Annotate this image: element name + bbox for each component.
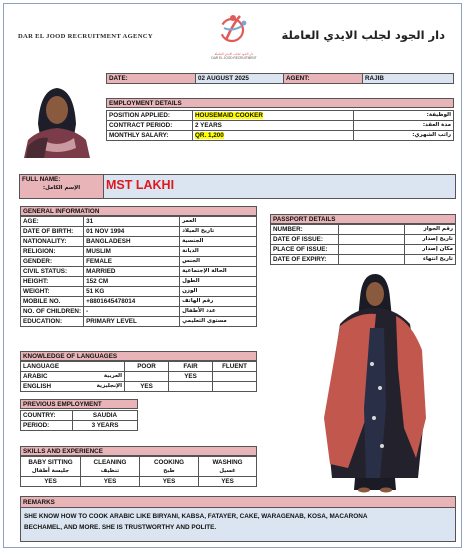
children-label-ar: عدد الأطفال: [180, 307, 257, 317]
date-value: 02 AUGUST 2025: [196, 74, 284, 84]
lang-header-fluent: FLUENT: [213, 362, 257, 372]
contract-label-ar: مدة العقد:: [354, 121, 454, 131]
agency-name-en: DAR EL JOOD RECRUITMENT AGENCY: [18, 33, 153, 40]
civil-status-value: MARRIED: [84, 267, 180, 277]
passport-section-title: PASSPORT DETAILS: [270, 214, 456, 224]
languages-section-title: KNOWLEDGE OF LANGUAGES: [20, 351, 257, 361]
dob-label: DATE OF BIRTH:: [21, 227, 84, 237]
contract-value: 2 YEARS: [193, 121, 354, 131]
agency-name-ar: دار الجود لجلب الايدي العاملة: [281, 28, 445, 42]
lang-header-language: LANGUAGE: [21, 362, 125, 372]
lang-arabic-name: ARABIC: [23, 373, 48, 380]
lang-arabic-fair: YES: [169, 372, 213, 382]
civil-status-label-ar: الحالة الإجتماعية: [180, 267, 257, 277]
skill-cooking-label: COOKING: [153, 458, 185, 466]
remarks-line-1: SHE KNOW HOW TO COOK ARABIC LIKE BIRYANI, KABSA, FATAYER, CAKE, WARAGENAB, KOSA, MACARONA: [24, 513, 368, 520]
general-table: [20, 216, 257, 327]
salary-label-ar: راتب الشهري:: [354, 131, 454, 141]
dob-label-ar: تاريخ الميلاد: [180, 227, 257, 237]
position-value: HOUSEMAID COOKER: [195, 112, 263, 119]
lang-english-fair: [169, 382, 213, 392]
skill-babysitting-value: YES: [21, 477, 81, 487]
skill-washing-value: YES: [199, 477, 257, 487]
education-value: PRIMARY LEVEL: [84, 317, 180, 327]
previous-table: [20, 410, 138, 431]
prev-country-value: SAUDIA: [73, 411, 138, 421]
skill-cleaning-label-ar: تنظيف: [100, 467, 120, 474]
age-label: AGE:: [21, 217, 84, 227]
expiry-date-label: DATE OF EXPIRY:: [271, 255, 339, 265]
date-agent-table: [106, 73, 454, 84]
skill-washing-label: WASHING: [212, 458, 243, 466]
mobile-label: MOBILE NO.: [21, 297, 84, 307]
issue-date-label-ar: تاريخ إصدار: [405, 235, 456, 245]
skill-cleaning-label: CLEANING: [93, 458, 127, 466]
full-body-photo: [300, 268, 450, 494]
agent-value: RAJIB: [363, 74, 454, 84]
height-label-ar: الطول: [180, 277, 257, 287]
prev-country-label: COUNTRY:: [21, 411, 73, 421]
passport-number-label-ar: رقم الجواز: [405, 225, 456, 235]
passport-number-label: NUMBER:: [271, 225, 339, 235]
lang-english-name: ENGLISH: [23, 383, 51, 390]
lang-header-poor: POOR: [125, 362, 169, 372]
logo-caption-ar: دار الجود لجلب الايدي العاملة: [214, 52, 254, 56]
children-label: NO. OF CHILDREN:: [21, 307, 84, 317]
headshot-photo: [18, 78, 96, 158]
skill-babysitting-label-ar: جليسة أطفال: [31, 467, 70, 474]
lang-english-name-ar: الإنجليزية: [96, 383, 122, 389]
skill-babysitting-label: BABY SITTING: [28, 458, 73, 466]
religion-label-ar: الديانة: [180, 247, 257, 257]
logo-caption-en: DAR EL JOOD RECRUITMENT: [211, 56, 257, 60]
gender-label-ar: الجنس: [180, 257, 257, 267]
issue-date-label: DATE OF ISSUE:: [271, 235, 339, 245]
fullname-label: FULL NAME:: [22, 176, 61, 183]
prev-period-value: 3 YEARS: [73, 421, 138, 431]
skill-cooking-value: YES: [140, 477, 199, 487]
issue-place-label-ar: مكان إصدار: [405, 245, 456, 255]
religion-label: RELIGION:: [21, 247, 84, 257]
fullname-table: [19, 174, 456, 199]
position-label-ar: الوظيفة:: [354, 111, 454, 121]
issue-date-value: [339, 235, 405, 245]
lang-arabic-name-ar: العربية: [103, 373, 122, 379]
lang-arabic-poor: [125, 372, 169, 382]
prev-period-label: PERIOD:: [21, 421, 73, 431]
fullname-label-ar: الإسم الكامل:: [42, 185, 81, 191]
lang-header-fair: FAIR: [169, 362, 213, 372]
height-value: 152 CM: [84, 277, 180, 287]
civil-status-label: CIVIL STATUS:: [21, 267, 84, 277]
nationality-value: BANGLADESH: [84, 237, 180, 247]
issue-place-label: PLACE OF ISSUE:: [271, 245, 339, 255]
weight-label-ar: الوزن: [180, 287, 257, 297]
agent-label: AGENT:: [284, 74, 363, 84]
weight-value: 51 KG: [84, 287, 180, 297]
date-label: DATE:: [107, 74, 196, 84]
weight-label: WEIGHT:: [21, 287, 84, 297]
logo-caption: [200, 52, 268, 60]
gender-label: GENDER:: [21, 257, 84, 267]
languages-table: [20, 361, 257, 392]
skill-cooking-label-ar: طبخ: [163, 467, 175, 474]
skill-washing-label-ar: غسيل: [219, 467, 236, 474]
education-label-ar: مستوى التعليمي: [180, 317, 257, 327]
nationality-label-ar: الجنسية: [180, 237, 257, 247]
skills-section-title: SKILLS AND EXPERIENCE: [20, 446, 257, 456]
skills-table: [20, 456, 257, 487]
lang-english-fluent: [213, 382, 257, 392]
remarks-box: [20, 508, 456, 542]
general-section-title: GENERAL INFORMATION: [20, 206, 257, 216]
expiry-date-value: [339, 255, 405, 265]
passport-table: [270, 224, 456, 265]
contract-label: CONTRACT PERIOD:: [107, 121, 193, 131]
remarks-line-2: BECHAMEL, AND MORE. SHE IS TRUSTWORTHY AND POLITE.: [24, 524, 217, 531]
age-label-ar: العمر: [180, 217, 257, 227]
expiry-date-label-ar: تاريخ انتهاء: [405, 255, 456, 265]
previous-section-title: PREVIOUS EMPLOYMENT: [20, 399, 138, 409]
mobile-label-ar: رقم الهاتف: [180, 297, 257, 307]
position-label: POSITION APPLIED:: [107, 111, 193, 121]
height-label: HEIGHT:: [21, 277, 84, 287]
nationality-label: NATIONALITY:: [21, 237, 84, 247]
dob-value: 01 NOV 1994: [84, 227, 180, 237]
passport-number-value: [339, 225, 405, 235]
employment-section-title: EMPLOYMENT DETAILS: [106, 98, 454, 108]
religion-value: MUSLIM: [84, 247, 180, 257]
education-label: EDUCATION:: [21, 317, 84, 327]
mobile-value: +8801645478014: [84, 297, 180, 307]
lang-english-poor: YES: [125, 382, 169, 392]
fullname-value: MST LAKHI: [106, 178, 175, 192]
children-value: -: [84, 307, 180, 317]
salary-value: QR. 1,200: [195, 132, 224, 139]
employment-table: [106, 110, 454, 141]
skill-cleaning-value: YES: [81, 477, 140, 487]
gender-value: FEMALE: [84, 257, 180, 267]
issue-place-value: [339, 245, 405, 255]
remarks-section-title: REMARKS: [20, 496, 456, 508]
age-value: 31: [84, 217, 180, 227]
salary-label: MONTHLY SALARY:: [107, 131, 193, 141]
lang-arabic-fluent: [213, 372, 257, 382]
